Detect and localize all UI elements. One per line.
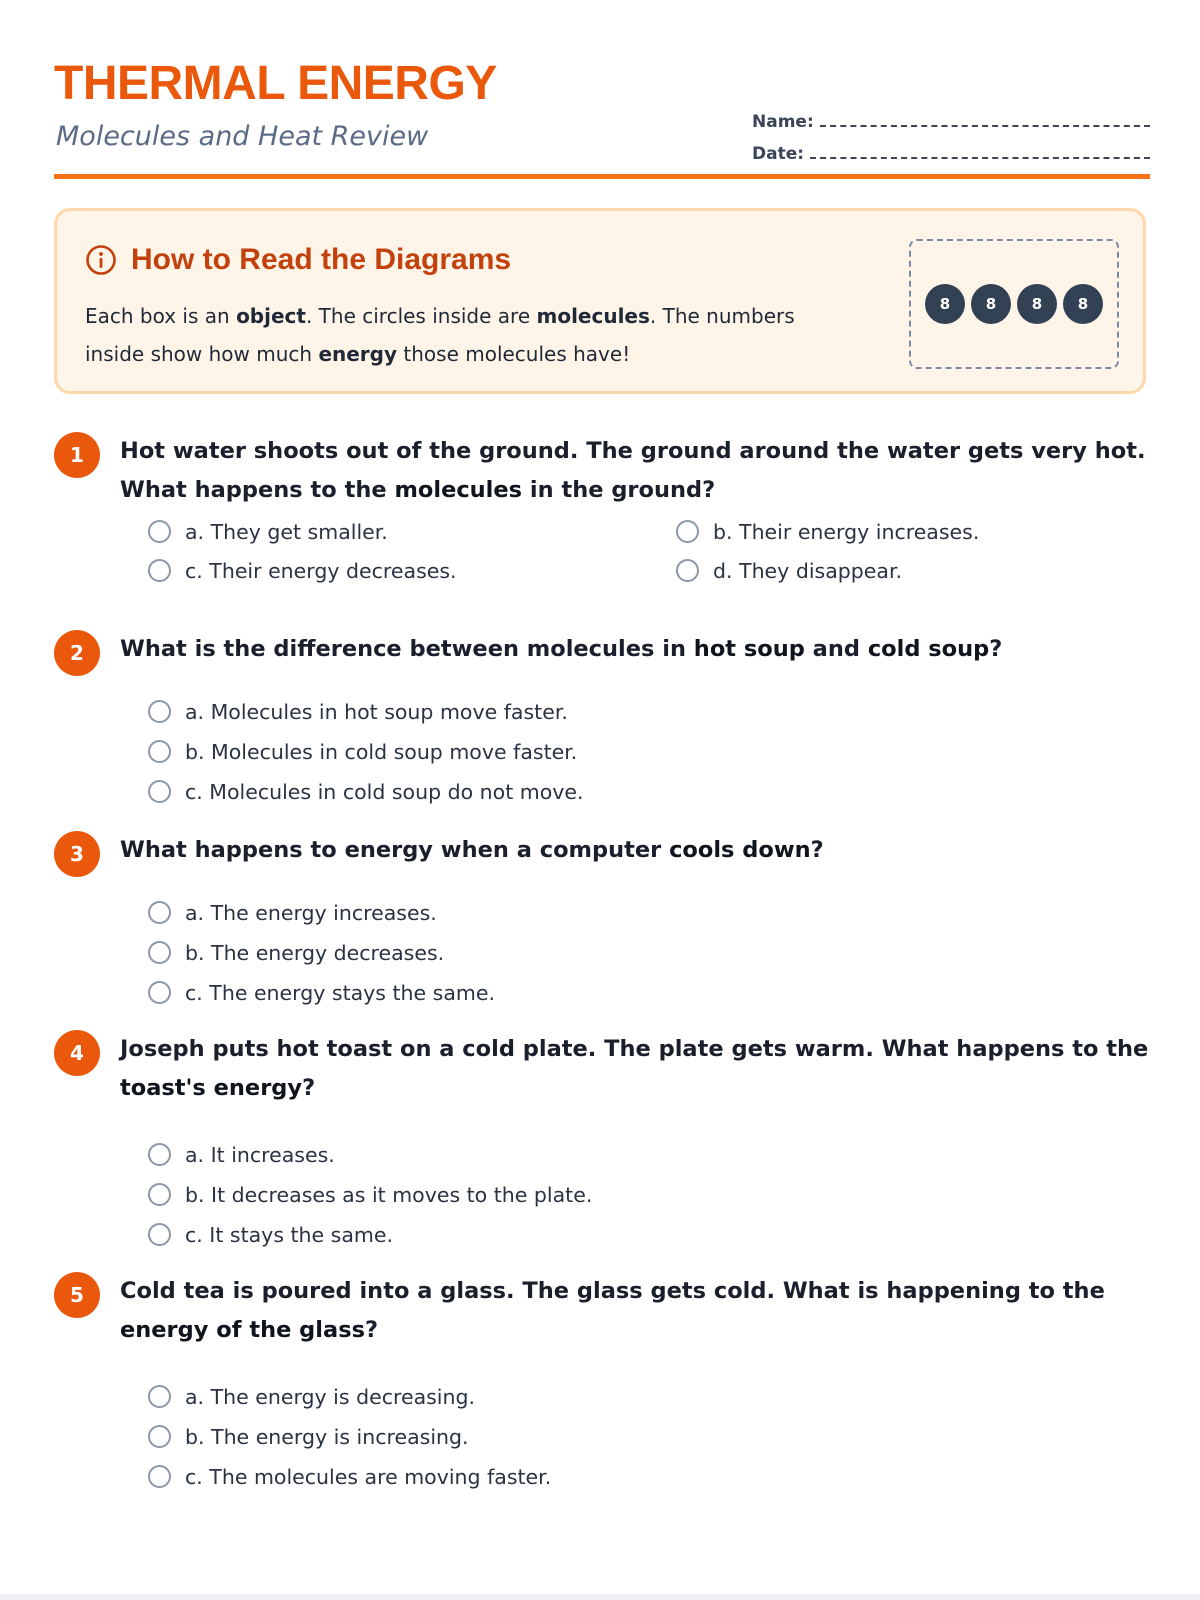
answer-option[interactable] (148, 738, 584, 765)
radio-button[interactable] (148, 1465, 171, 1488)
answer-option[interactable] (148, 1221, 592, 1248)
radio-button[interactable] (148, 1183, 171, 1206)
diagram-instructions-box (54, 208, 1146, 394)
question-text (120, 1272, 1150, 1350)
instructions-text-part: . The circles inside are (305, 304, 537, 328)
answer-options (148, 518, 1116, 584)
page-subtitle: Molecules and Heat Review (56, 121, 429, 152)
answer-option-label: b. Molecules in cold soup move faster. (185, 739, 578, 764)
answer-option-label: c. Their energy decreases. (185, 558, 457, 583)
radio-button[interactable] (676, 559, 699, 582)
question-text-part: ? (364, 1317, 379, 1343)
name-label: Name: (752, 112, 814, 132)
question-text-part: ? (302, 1075, 316, 1101)
question-text (120, 1030, 1150, 1108)
question-text-part: and (804, 636, 868, 662)
radio-button[interactable] (148, 700, 171, 723)
answer-option[interactable] (148, 899, 495, 926)
answer-options (148, 1141, 592, 1248)
molecule: 8 (1063, 284, 1103, 324)
answer-option-label: a. They get smaller. (185, 519, 388, 544)
question-number-badge: 4 (54, 1030, 100, 1076)
question-text-part: ? (810, 837, 824, 863)
name-row (752, 100, 1150, 132)
question-keyword: energy of the glass (120, 1317, 365, 1343)
answer-option-label: c. The molecules are moving faster. (185, 1464, 552, 1489)
answer-option-label: d. They disappear. (713, 558, 903, 583)
answer-option-label: a. The energy increases. (185, 900, 437, 925)
answer-option-label: c. Molecules in cold soup do not move. (185, 779, 584, 804)
info-circle-icon (85, 244, 117, 276)
answer-options (148, 698, 584, 805)
instructions-bold-term: object (236, 304, 306, 328)
student-info (752, 100, 1150, 164)
radio-button[interactable] (148, 520, 171, 543)
radio-button[interactable] (148, 1425, 171, 1448)
answer-option[interactable] (676, 518, 1116, 545)
question-text-part: in the ground? (522, 477, 716, 503)
answer-option[interactable] (148, 1383, 551, 1410)
question-keyword: cold soup (867, 636, 990, 662)
radio-button[interactable] (148, 740, 171, 763)
worksheet-header (54, 56, 1150, 180)
molecule: 8 (971, 284, 1011, 324)
instructions-title: How to Read the Diagrams (131, 243, 512, 276)
question-keyword: hot soup (693, 636, 805, 662)
question-number-badge: 1 (54, 432, 100, 478)
question-keyword: molecules (394, 477, 523, 503)
radio-button[interactable] (148, 559, 171, 582)
instructions-heading (85, 243, 511, 277)
answer-option-label: a. It increases. (185, 1142, 335, 1167)
answer-option-label: a. Molecules in hot soup move faster. (185, 699, 568, 724)
instructions-text-part: those molecules have! (397, 342, 631, 366)
instructions-bold-term: energy (318, 342, 398, 366)
radio-button[interactable] (148, 941, 171, 964)
example-object-diagram (909, 239, 1119, 369)
answer-option[interactable] (148, 979, 495, 1006)
instructions-bold-term: molecules (536, 304, 650, 328)
radio-button[interactable] (676, 520, 699, 543)
answer-option-label: b. The energy decreases. (185, 940, 445, 965)
radio-button[interactable] (148, 1223, 171, 1246)
question-number-badge: 5 (54, 1272, 100, 1318)
date-row (752, 132, 1150, 164)
answer-options (148, 899, 495, 1006)
question-text (120, 630, 1150, 669)
answer-option-label: c. The energy stays the same. (185, 980, 496, 1005)
answer-option[interactable] (148, 778, 584, 805)
answer-option-label: b. Their energy increases. (713, 519, 980, 544)
answer-option[interactable] (148, 1181, 592, 1208)
instructions-text-part: Each box is an (85, 304, 237, 328)
question-keyword: cools down (669, 837, 811, 863)
header-divider (54, 174, 1150, 179)
question-text-part: What is the difference between molecules in (120, 636, 694, 662)
question-text-part: Joseph puts hot toast on a cold plate. The plate gets warm. What happens to the (120, 1036, 1149, 1062)
answer-option[interactable] (148, 939, 495, 966)
radio-button[interactable] (148, 1143, 171, 1166)
page-title: THERMAL ENERGY (54, 57, 497, 110)
question-text-part: Cold tea is poured into a glass. The glass gets cold. What is happening to the (120, 1278, 1105, 1304)
instructions-text (85, 297, 825, 373)
radio-button[interactable] (148, 780, 171, 803)
answer-option-label: c. It stays the same. (185, 1222, 394, 1247)
radio-button[interactable] (148, 981, 171, 1004)
question-text-part: What happens to energy when a computer (120, 837, 670, 863)
answer-option[interactable] (148, 698, 584, 725)
answer-option-label: a. The energy is decreasing. (185, 1384, 476, 1409)
molecule: 8 (925, 284, 965, 324)
answer-options (148, 1383, 551, 1490)
answer-option-label: b. It decreases as it moves to the plate. (185, 1182, 593, 1207)
answer-option[interactable] (148, 1423, 551, 1450)
question-text-part: ? (989, 636, 1003, 662)
molecule: 8 (1017, 284, 1057, 324)
date-field[interactable] (810, 157, 1150, 159)
question-number-badge: 3 (54, 831, 100, 877)
question-keyword: toast's energy (120, 1075, 303, 1101)
answer-option[interactable] (148, 518, 676, 545)
radio-button[interactable] (148, 1385, 171, 1408)
answer-option-label: b. The energy is increasing. (185, 1424, 469, 1449)
answer-option[interactable] (148, 1463, 551, 1490)
name-field[interactable] (820, 125, 1150, 127)
question-text (120, 432, 1150, 510)
radio-button[interactable] (148, 901, 171, 924)
page-bottom-edge (0, 1594, 1200, 1600)
answer-option[interactable] (148, 1141, 592, 1168)
question-text (120, 831, 1150, 870)
question-number-badge: 2 (54, 630, 100, 676)
instructions-text-part: . The numbers inside show how much (85, 304, 795, 366)
answer-option[interactable] (148, 557, 676, 584)
answer-option[interactable] (676, 557, 1116, 584)
date-label: Date: (752, 144, 805, 164)
question-text-part: Hot water shoots out of the ground. The ground around the water gets very hot. What happens to the (120, 438, 1146, 503)
